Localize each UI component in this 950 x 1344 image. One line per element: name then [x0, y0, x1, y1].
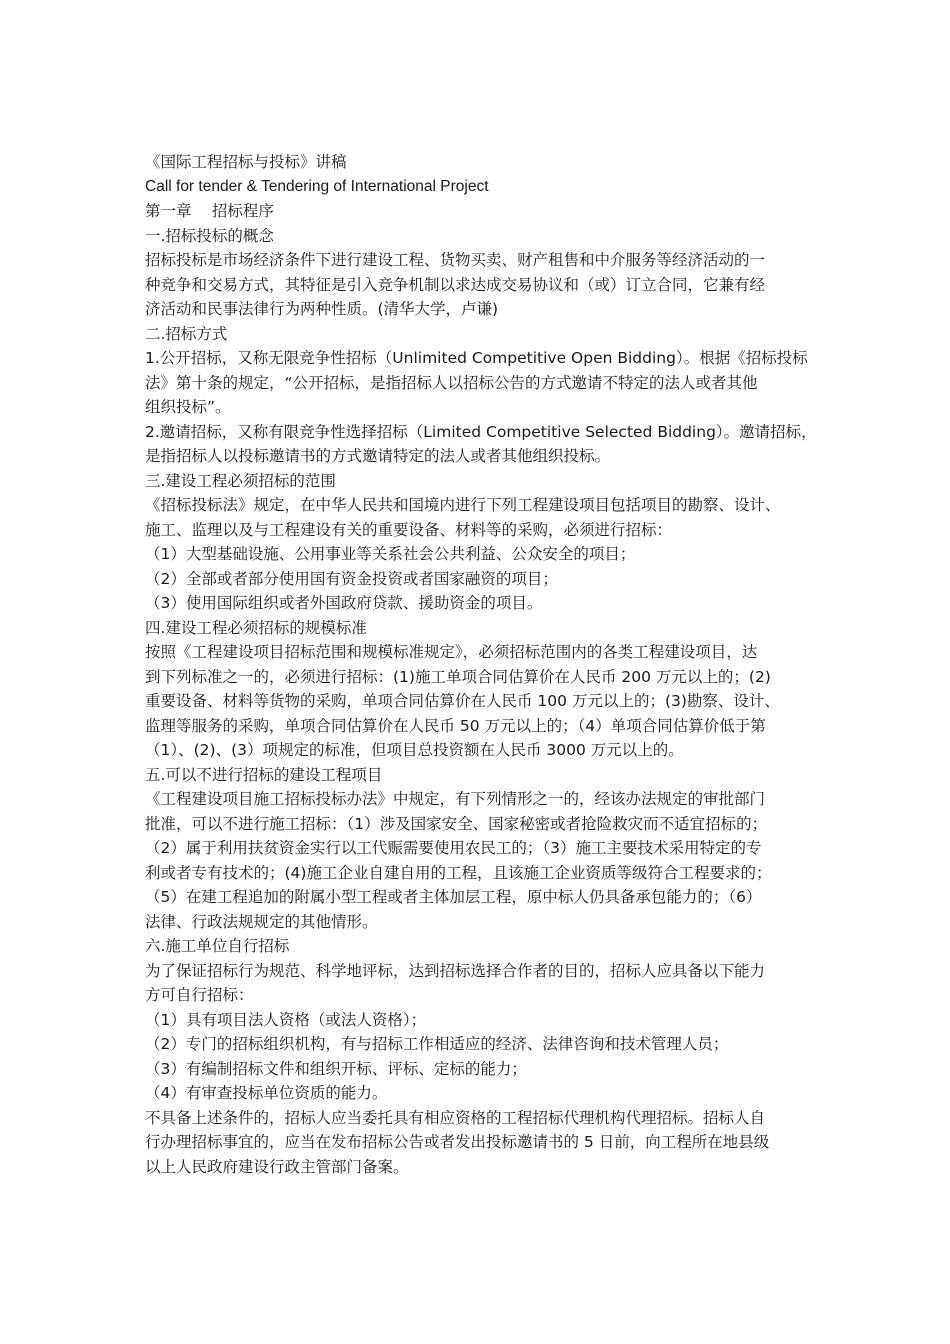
list-item: （4）有审查投标单位资质的能力。 [145, 1084, 388, 1102]
text-line: 法》第十条的规定，“公开招标，是指招标人以招标公告的方式邀请不特定的法人或者其他 [145, 373, 758, 392]
text-line: 是指招标人以投标邀请书的方式邀请特定的法人或者其他组织投标。 [145, 447, 611, 465]
text-line: 为了保证招标行为规范、科学地评标，达到招标选择合作者的目的，招标人应具备以下能力 [145, 961, 766, 980]
chapter-heading: 第一章 招标程序 [145, 202, 274, 220]
list-item: （2）全部或者部分使用国有资金投资或者国家融资的项目； [145, 569, 558, 588]
text-line: 到下列标准之一的，必须进行招标：(1)施工单项合同估算价在人民币 200 万元以上的；(2) [145, 667, 771, 686]
text-line: 批准，可以不进行施工招标：（1）涉及国家安全、国家秘密或者抢险救灾而不适宜招标的； [145, 814, 768, 833]
section-heading-5: 五.可以不进行招标的建设工程项目 [145, 765, 383, 784]
section-heading-1: 一.招标投标的概念 [145, 226, 274, 245]
text-line: 《招标投标法》规定，在中华人民共和国境内进行下列工程建设项目包括项目的勘察、设计、 [145, 496, 781, 514]
section-heading-6: 六.施工单位自行招标 [145, 937, 290, 955]
text-line: 按照《工程建设项目招标范围和规模标准规定》，必须招标范围内的各类工程建设项目，达 [145, 643, 758, 661]
text-line: 施工、监理以及与工程建设有关的重要设备、材料等的采购，必须进行招标： [145, 520, 673, 539]
section-heading-3: 三.建设工程必须招标的范围 [145, 471, 336, 490]
list-item: （3）使用国际组织或者外国政府贷款、援助资金的项目。 [145, 594, 543, 612]
text-line: 《工程建设项目施工招标投标办法》中规定，有下列情形之一的，经该办法规定的审批部门 [145, 790, 766, 808]
text-line: 行办理招标事宜的，应当在发布招标公告或者发出投标邀请书的 5 日前，向工程所在地县级 [145, 1133, 770, 1151]
text-line: 法律、行政法规规定的其他情形。 [145, 912, 378, 931]
list-item: （1）大型基础设施、公用事业等关系社会公共利益、公众安全的项目； [145, 545, 636, 563]
document-page [145, 150, 817, 1179]
text-line: 招标投标是市场经济条件下进行建设工程、货物买卖、财产租售和中介服务等经济活动的一 [145, 251, 766, 269]
text-line: （5）在建工程追加的附属小型工程或者主体加层工程，原中标人仍具备承包能力的；（6） [145, 888, 762, 906]
text-line: 方可自行招标： [145, 986, 254, 1004]
text-line: 重要设备、材料等货物的采购，单项合同估算价在人民币 100 万元以上的；(3)勘察、设计、 [145, 692, 780, 710]
list-item: （2）专门的招标组织机构，有与招标工作相适应的经济、法律咨询和技术管理人员； [145, 1035, 729, 1053]
text-line: 不具备上述条件的，招标人应当委托具有相应资格的工程招标代理机构代理招标。招标人自 [145, 1108, 766, 1127]
list-item: （3）有编制招标文件和组织开标、评标、定标的能力； [145, 1059, 527, 1078]
text-line: （2）属于利用扶贫资金实行以工代赈需要使用农民工的；（3）施工主要技术采用特定的专 [145, 839, 762, 857]
text-line: 2.邀请招标，又称有限竞争性选择招标（Limited Competitive Selected Bidding）。邀请招标， [145, 422, 817, 441]
text-line: 种竞争和交易方式，其特征是引入竞争机制以求达成交易协议和（或）订立合同，它兼有经 [145, 275, 766, 294]
section-heading-2: 二.招标方式 [145, 324, 228, 343]
text-line: （1）、(2)、(3）项规定的标准，但项目总投资额在人民币 3000 万元以上的。 [145, 741, 684, 759]
text-line: 1.公开招标，又称无限竞争性招标（Unlimited Competitive Open Bidding）。根据《招标投标 [145, 349, 808, 367]
text-line: 利或者专有技术的；(4)施工企业自建自用的工程，且该施工企业资质等级符合工程要求的； [145, 863, 772, 882]
text-line: 济活动和民事法律行为两种性质。(清华大学，卢谦) [145, 300, 499, 318]
text-line: 以上人民政府建设行政主管部门备案。 [145, 1157, 409, 1176]
text-line: 监理等服务的采购，单项合同估算价在人民币 50 万元以上的；（4）单项合同估算价低于第 [145, 716, 766, 735]
document-title: 《国际工程招标与投标》讲稿 [145, 153, 347, 171]
text-line: 组织投标”。 [145, 398, 231, 416]
section-heading-4: 四.建设工程必须招标的规模标准 [145, 618, 367, 637]
list-item: （1）具有项目法人资格（或法人资格）； [145, 1010, 427, 1029]
document-subtitle: Call for tender & Tendering of International Project [145, 177, 489, 195]
